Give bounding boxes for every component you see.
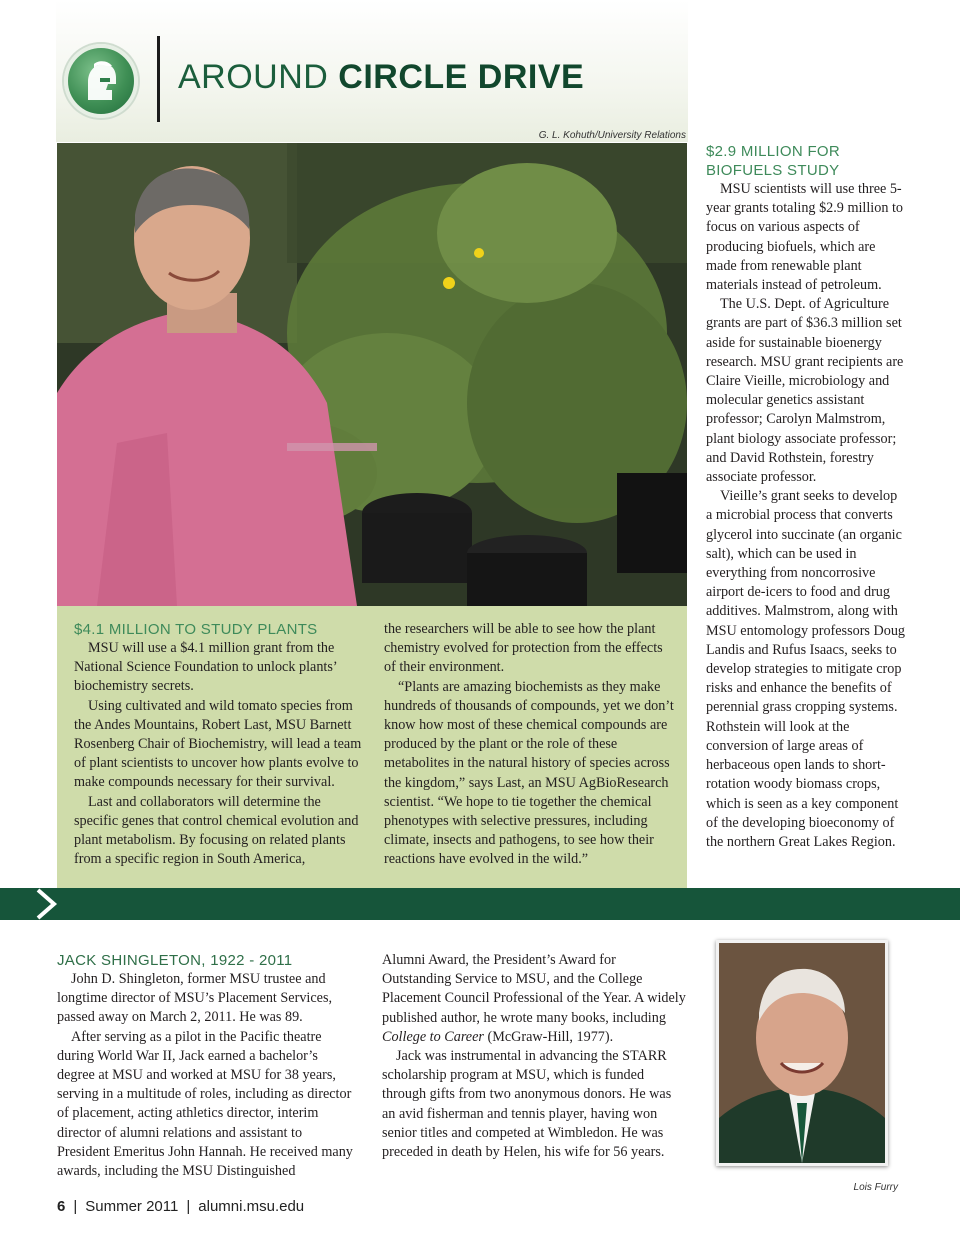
section-title [178,58,584,97]
plants-article-heading: $4.1 MILLION TO STUDY PLANTS [74,621,318,638]
obituary-paragraph-3-end: (McGraw-Hill, 1977). [483,1028,614,1045]
plants-article-paragraph-5: “Plants are amazing biochemists as they make hundreds of thousands of compounds, yet we don’t know how most of these chemical compounds are produced by the plant or the role of these metabolites in the natural history of species across the kingdom,” says Last, an MSU AgBioResearch scientist. “We hope to tie together the chemical phenotypes with selective pressures, including climate, insects and pathogens, to see how their reactions have evolved in the wild.” [384,678,674,868]
biofuels-article-paragraph-2: The U.S. Dept. of Agriculture grants are part of $36.3 million set aside for sustainable bioenergy research. MSU grant recipients are Claire Vieille, microbiology and molecular genetics assistant professor; Carolyn Malmstrom, plant biology associate professor; and David Rothstein, forestry associate professor. [706,296,904,486]
biofuels-article [706,142,906,852]
spartan-helmet-icon [82,60,120,102]
obituary-paragraph-3-text: Alumni Award, the President’s Award for Outstanding Service to MSU, and the College Placement Council Professional of the Year. A widely published author, he wrote many books, including [382,952,686,1026]
section-title-light: AROUND [178,58,329,96]
plants-article-column-2 [384,620,674,870]
obituary-heading: JACK SHINGLETON, 1922 - 2011 [57,952,293,969]
obituary-column-2 [382,951,688,1162]
page-footer: 6 | Summer 2011 | alumni.msu.edu [57,1198,305,1215]
section-title-bold: CIRCLE DRIVE [338,58,585,96]
photo-credit-bottom: Lois Furry [853,1182,898,1193]
spartan-helmet-logo [64,44,138,118]
plants-article-paragraph-3: Last and collaborators will determine the specific genes that control chemical evolution and plant metabolism. By focusing on related plants from a specific region in South America, [74,793,359,868]
scientist-with-plants-photo [57,143,687,606]
biofuels-article-paragraph-1: MSU scientists will use three 5-year grants totaling $2.9 million to focus on various aspects of producing biofuels, which are made from renewable plant materials instead of petroleum. [706,181,904,294]
chevron-right-icon [0,888,60,920]
section-divider-band [0,888,960,920]
photo-credit-top: G. L. Kohuth/University Relations [538,130,686,141]
plants-article-paragraph-1: MSU will use a $4.1 million grant from the National Science Foundation to unlock plants’ biochemistry secrets. [74,640,337,695]
website-link[interactable]: alumni.msu.edu [198,1198,305,1215]
biofuels-article-heading: $2.9 MILLION FOR BIOFUELS STUDY [706,143,841,179]
obituary-paragraph-2: After serving as a pilot in the Pacific theatre during World War II, Jack earned a bachelor’s degree at MSU and worked at MSU for 38 years, serving in a multitude of roles, including as director of placement, acting athletics director, interim director of alumni relations and assistant to President Emeritus John Hannah. He received many awards, including the MSU Distinguished [57,1028,353,1180]
plants-article-paragraph-4: the researchers will be able to see how the plant chemistry evolved for protection from the effects of their environment. [384,621,663,676]
obituary-paragraph-4: Jack was instrumental in advancing the STARR scholarship program at MSU, which is funded through gifts from two anonymous donors. He was an avid fisherman and tennis player, having won senior titles and competed at Wimbledon. He was preceded in death by Helen, his wife for 56 years. [382,1048,672,1161]
plants-article-column-1 [74,620,366,869]
page-number: 6 [57,1198,66,1215]
issue-label: Summer 2011 [85,1198,179,1215]
book-title: College to Career [382,1028,484,1045]
biofuels-article-paragraph-3: Vieille’s grant seeks to develop a microbial process that converts glycerol into succinate (an organic salt), which can be used in everything from noncorrosive airport de-icers to food and drug additives. Malmstrom, along with MSU entomology professors Doug Landis and Rufus Isaacs, seeks to develop strategies to mitigate crop risks and enhance the benefits of perennial grass cropping systems. Rothstein will look at the conversion of large areas of herbaceous open lands to short-rotation woody biomass crops, which is seen as a key component of the developing bioeconomy of the northern Great Lakes Region. [706,488,906,850]
obituary-column-1 [57,951,357,1181]
obituary-paragraph-3 [382,951,688,1047]
obituary-paragraph-1: John D. Shingleton, former MSU trustee and longtime director of MSU’s Placement Services, passed away on March 2, 2011. He was 89. [57,971,333,1026]
header-divider [157,36,160,122]
plants-article-paragraph-2: Using cultivated and wild tomato species from the Andes Mountains, Robert Last, MSU Barnett Rosenberg Chair of Biochemistry, will lead a team of plant scientists to uncover how plants evolve to make compounds necessary for their survival. [74,697,362,791]
jack-shingleton-portrait [716,940,888,1166]
